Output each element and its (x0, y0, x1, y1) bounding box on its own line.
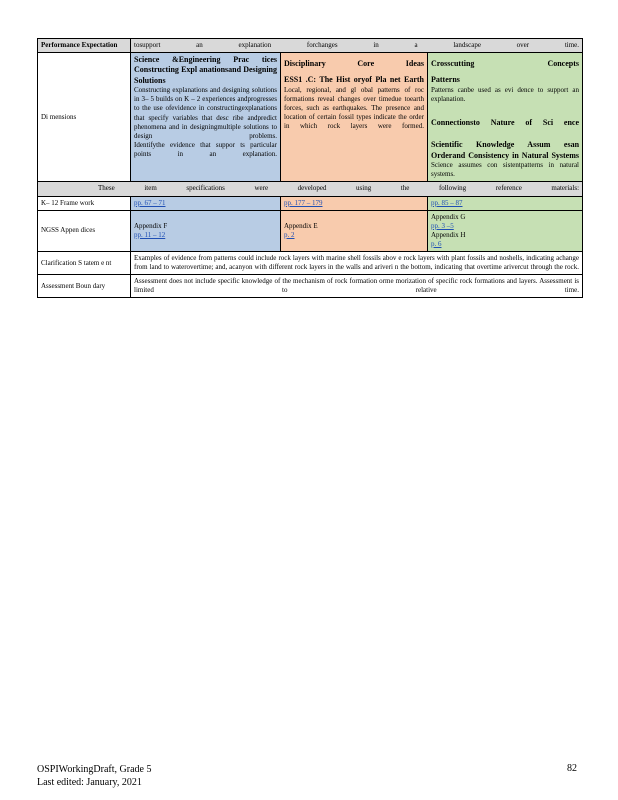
k12-dci-cell (281, 196, 428, 210)
ccc-bullet: Patterns canbe used as evi dence to support an explanation. (431, 85, 580, 103)
ngss-dci-pages-link[interactable]: p. 2 (284, 230, 295, 239)
ccc-knowledge-heading: Scientific Knowledge Assum esan Orderand Consistency in Natural Systems (431, 140, 580, 160)
ngss-ccc-cell (428, 210, 583, 251)
sep-bullet: Identifythe evidence that suppor ts particular points in an explanation. (134, 140, 277, 158)
k12-sep-cell (131, 196, 281, 210)
ccc-bullet-2: Science assumes con sistentpatterns in natural systems. (431, 161, 580, 179)
ngss-sep-appendix: Appendix F (134, 221, 168, 230)
k12-sep-link[interactable]: pp. 67 – 71 (134, 198, 166, 207)
ngss-ccc-appendix-g: Appendix G (431, 212, 466, 221)
dci-heading: Disciplinary Core Ideas (284, 59, 424, 69)
ngss-dci-appendix: Appendix E (284, 221, 318, 230)
pe-row (38, 39, 583, 53)
sep-subheading: Constructing Expl anationsand Designing Solutions (134, 65, 277, 85)
k12-label: K– 12 Frame work (38, 196, 131, 210)
pe-text: tosupport an explanation forchanges in a landscape over time. (131, 39, 583, 53)
ngss-ccc-page-link[interactable]: p. 6 (431, 239, 442, 248)
ngss-ccc-appendix-h: Appendix H (431, 230, 466, 239)
ccc-nature-heading: Connectionsto Nature of Sci ence (431, 118, 580, 128)
clarification-text: Examples of evidence from patterns could include rock layers with marine shell fossils abov e rock layers with plant fossils and noshells, indicating achange from land to waterovertime; and, acanyon with different rock layers in the walls and ariveri n the bottom, indicating that overtime arivercut through the rock. (131, 251, 583, 274)
dci-bullet: Local, regional, and gl obal patterns of roc formations reveal changes over timedue toearth forces, such as earthquakes. The presence and location of certain fossil types indicate the order in which rock layers were formed. (284, 85, 424, 131)
footer-draft-label: OSPIWorkingDraft, Grade 5 (37, 764, 152, 775)
ngss-sep-cell (131, 210, 281, 251)
reference-note: These item specifications were developed using the following reference materials: (38, 182, 583, 196)
k12-dci-link[interactable]: pp. 177 – 179 (284, 198, 323, 207)
dci-cell (281, 53, 428, 182)
clarification-label: Clarification S tatem e nt (38, 251, 131, 274)
ngss-ccc-pages-link[interactable]: pp. 3 –5 (431, 221, 454, 230)
dci-subheading: ESS1 .C: The Hist oryof Pla net Earth (284, 75, 424, 85)
sep-body: Constructing explanations and designing solutions in 3– 5 builds on K – 2 experiences andprogresses to the use ofevidence in constructingexplanations that specify variables that desc ribe andpredict phenomena and in designingmultiple solutions to design problems. (134, 86, 277, 140)
dimensions-row (38, 53, 583, 182)
assessment-row (38, 275, 583, 298)
ccc-cell (428, 53, 583, 182)
sep-cell (131, 53, 281, 182)
ccc-heading: Crosscutting Concepts (431, 59, 580, 69)
performance-expectation-table (37, 38, 583, 298)
ngss-dci-cell (281, 210, 428, 251)
dimensions-label: Di mensions (38, 53, 131, 182)
assessment-label: Assessment Boun dary (38, 275, 131, 298)
assessment-text: Assessment does not include specific knowledge of the mechanism of rock formation orme morization of specific rock formations and layers. Assessment is limited to relative time. (131, 275, 583, 298)
k12-row (38, 196, 583, 210)
sep-heading: Science &Engineering Prac tices (134, 55, 277, 65)
k12-ccc-cell (428, 196, 583, 210)
footer-edited-date: Last edited: January, 2021 (37, 777, 142, 788)
clarification-row (38, 251, 583, 274)
ngss-sep-pages-link[interactable]: pp. 11 – 12 (134, 230, 166, 239)
ccc-patterns-heading: Patterns (431, 75, 460, 85)
pe-label: Performance Expectation (38, 39, 131, 53)
page-number: 82 (567, 763, 577, 774)
ngss-label: NGSS Appen dices (38, 210, 131, 251)
ngss-row (38, 210, 583, 251)
reference-row (38, 182, 583, 196)
k12-ccc-link[interactable]: pp. 85 – 87 (431, 198, 463, 207)
page-footer (37, 763, 151, 789)
